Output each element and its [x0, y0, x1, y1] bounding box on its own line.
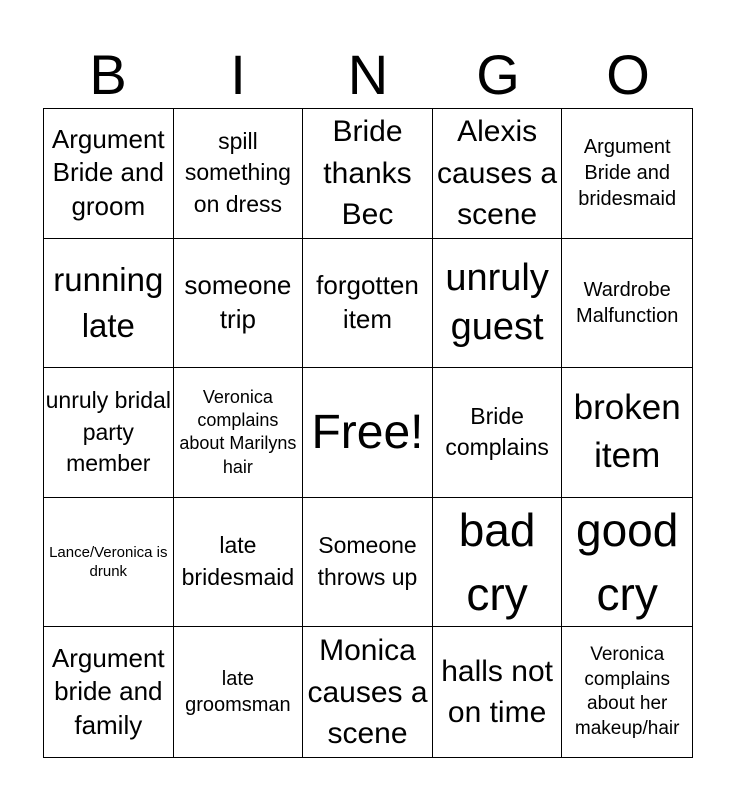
- bingo-cell[interactable]: [174, 109, 304, 239]
- bingo-cell[interactable]: [303, 498, 433, 628]
- cell-text: Free!: [311, 405, 424, 459]
- cell-text: Wardrobe Malfunction: [576, 278, 679, 327]
- header-letter-g: G: [476, 43, 520, 106]
- bingo-cell[interactable]: [174, 239, 304, 369]
- bingo-cell[interactable]: [44, 239, 174, 369]
- cell-text: Alexis causes a scene: [437, 115, 558, 231]
- cell-text: Argument Bride and bridesmaid: [578, 136, 677, 211]
- bingo-cell[interactable]: [303, 109, 433, 239]
- cell-text: halls not on time: [441, 654, 553, 730]
- bingo-cell[interactable]: [433, 498, 563, 628]
- bingo-header: [43, 42, 693, 108]
- bingo-cell[interactable]: [562, 498, 692, 628]
- bingo-cell[interactable]: [562, 109, 692, 239]
- bingo-cell[interactable]: [433, 627, 563, 757]
- bingo-cell[interactable]: [44, 627, 174, 757]
- bingo-cell[interactable]: [303, 368, 433, 498]
- header-letter-n: N: [347, 43, 389, 106]
- cell-text: Argument Bride and groom: [51, 123, 165, 222]
- bingo-cell[interactable]: [433, 109, 563, 239]
- header-letter-b: B: [89, 43, 127, 106]
- cell-text: unruly bridal party member: [45, 386, 171, 477]
- bingo-cell[interactable]: [44, 498, 174, 628]
- cell-text: Bride thanks Bec: [323, 115, 412, 231]
- cell-text: late bridesmaid: [181, 532, 295, 591]
- bingo-cell[interactable]: [562, 627, 692, 757]
- bingo-cell[interactable]: [303, 239, 433, 369]
- cell-text: running late: [53, 261, 164, 344]
- bingo-cell[interactable]: [44, 109, 174, 239]
- header-letter-i: I: [230, 43, 246, 106]
- cell-text: Argument bride and family: [51, 642, 165, 741]
- bingo-cell[interactable]: [562, 368, 692, 498]
- bingo-cell[interactable]: [433, 239, 563, 369]
- cell-text: Veronica complains about Marilyns hair: [179, 386, 297, 477]
- cell-text: Monica causes a scene: [307, 634, 428, 750]
- cell-text: broken item: [573, 388, 681, 476]
- cell-text: Veronica complains about her makeup/hair: [574, 643, 680, 739]
- cell-text: Lance/Veronica is drunk: [49, 543, 168, 581]
- bingo-cell[interactable]: [174, 498, 304, 628]
- cell-text: forgotten item: [316, 270, 419, 334]
- bingo-cell[interactable]: [174, 627, 304, 757]
- bingo-board: [43, 108, 693, 758]
- cell-text: good cry: [576, 503, 679, 621]
- bingo-cell[interactable]: [433, 368, 563, 498]
- bingo-cell[interactable]: [562, 239, 692, 369]
- bingo-cell[interactable]: [303, 627, 433, 757]
- bingo-cell[interactable]: [174, 368, 304, 498]
- cell-text: spill something on dress: [184, 127, 291, 218]
- cell-text: late groomsman: [185, 668, 291, 717]
- cell-text: Someone throws up: [317, 532, 418, 591]
- cell-text: someone trip: [184, 270, 292, 334]
- cell-text: Bride complains: [445, 402, 549, 461]
- cell-text: bad cry: [458, 503, 536, 621]
- header-letter-o: O: [606, 43, 650, 106]
- cell-text: unruly guest: [445, 256, 549, 348]
- bingo-cell[interactable]: [44, 368, 174, 498]
